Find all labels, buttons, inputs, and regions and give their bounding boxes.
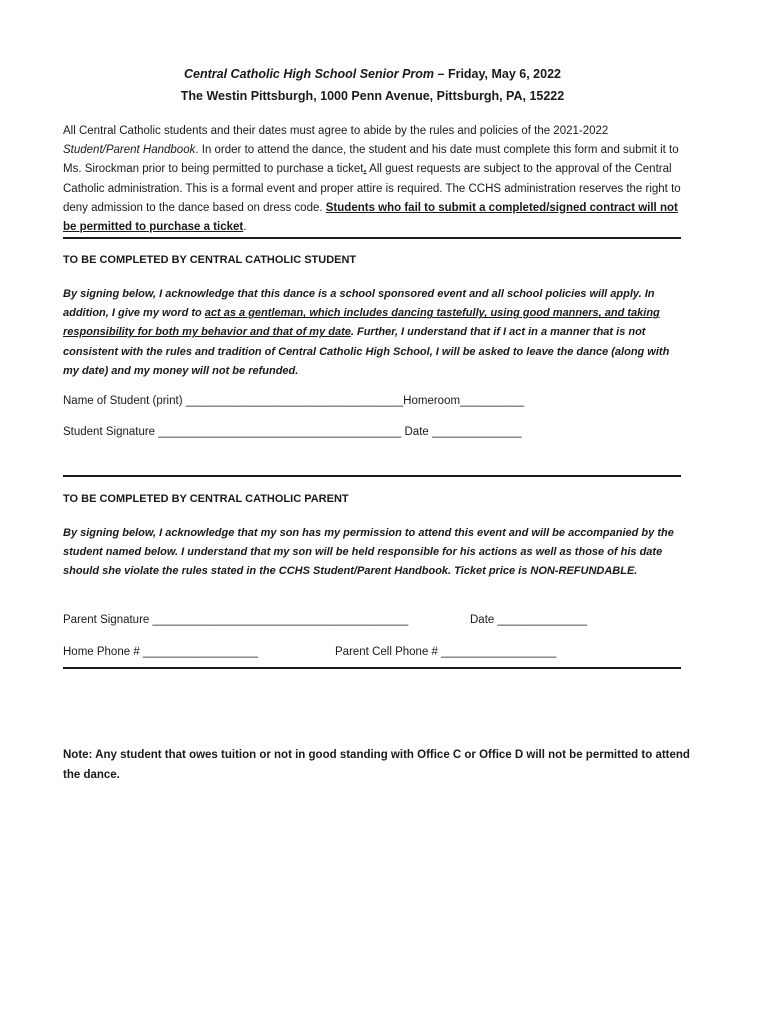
parent-section-heading: TO BE COMPLETED BY CENTRAL CATHOLIC PARENT [63,493,349,505]
student-statement-text-2: . Further, I understand that if I act in a manner that is not consistent with the rules and tradition of Central Catholic High School, I will be asked to leave the dance (along with my date) and my money will not be refunded. [63,326,670,377]
title-event-date: – Friday, May 6, 2022 [434,67,561,81]
student-statement [63,285,683,381]
title-event-name: Central Catholic High School Senior Prom [184,67,435,81]
student-section-heading: TO BE COMPLETED BY CENTRAL CATHOLIC STUDENT [63,254,357,266]
student-statement-text-1: By signing below, I acknowledge that this dance is a school sponsored event and all school policies will apply. In addition, I give my word to [63,288,655,320]
intro-end: . [243,221,247,234]
divider-middle [63,475,681,477]
document-title [0,67,745,81]
intro-warning: Students who fail to submit a completed/signed contract will not be permitted to purchase a ticket [63,201,678,234]
venue-line: The Westin Pittsburgh, 1000 Penn Avenue, Pittsburgh, PA, 15222 [180,89,565,103]
tuition-note: Note: Any student that owes tuition or not in good standing with Office C or Office D will not be permitted to attend the dance. [63,749,690,781]
student-statement-pledge: act as a gentleman, which includes dancing tastefully, using good manners, and taking responsibility for both my behavior and that of my date [63,307,660,339]
intro-text-2: . In order to attend the dance, the student and his date must complete this form and submit it to Ms. Sirockman prior to being permitted to purchase a ticket [63,144,679,176]
intro-underlined-period: . [363,163,367,176]
student-name-field[interactable]: Name of Student (print) __________________________________Homeroom__________ [63,395,525,407]
parent-cell-phone-field[interactable]: Parent Cell Phone # __________________ [335,646,557,658]
intro-text-3: All guest requests are subject to the approval of the Central Catholic administration. This is a formal event and proper attire is required. The CCHS administration reserves the right to deny admission to the dance based on dress code. [63,163,681,214]
home-phone-field[interactable]: Home Phone # __________________ [63,646,259,658]
divider-top [63,237,681,239]
parent-signature-field[interactable]: Parent Signature ________________________________________ [63,614,409,626]
student-signature-field[interactable]: Student Signature ______________________________________ Date ______________ [63,426,522,438]
intro-paragraph [63,122,683,237]
parent-date-field[interactable]: Date ______________ [470,614,588,626]
intro-handbook-title: Student/Parent Handbook [63,144,196,157]
parent-statement: By signing below, I acknowledge that my son has my permission to attend this event and will be accompanied by the student named below. I understand that my son will be held responsible for his actions as well as those of his date should she violate the rules stated in the CCHS Student/Parent Handbook. Ticket price is NON-REFUNDABLE. [63,527,674,578]
intro-text-1: All Central Catholic students and their dates must agree to abide by the rules and policies of the 2021-2022 [63,125,609,137]
divider-bottom [63,667,681,669]
